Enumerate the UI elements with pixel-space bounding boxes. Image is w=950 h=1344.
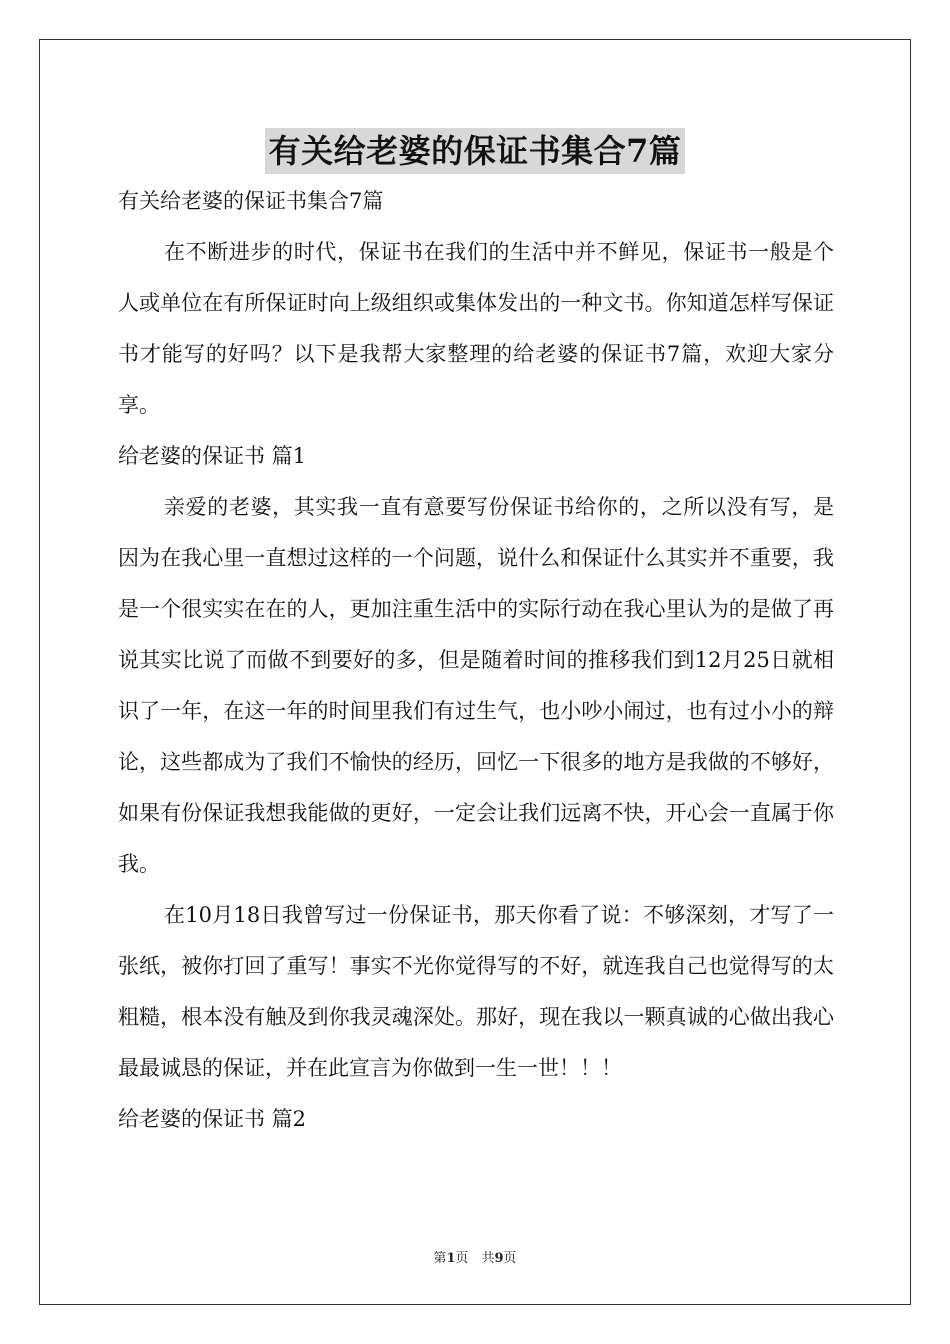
footer-prefix: 第 (433, 1251, 447, 1266)
footer-page-number: 1 (446, 1251, 456, 1266)
document-title-wrap (0, 128, 950, 174)
intro-paragraph: 在不断进步的时代，保证书在我们的生活中并不鲜见，保证书一般是个人或单位在有所保证时向上级组织或集体发出的一种文书。你知道怎样写保证书才能写的好吗？以下是我帮大家整理的给老婆的保证书7篇，欢迎大家分享。 (118, 240, 834, 417)
section-1-paragraph-1: 亲爱的老婆，其实我一直有意要写份保证书给你的，之所以没有写，是因为在我心里一直想过这样的一个问题，说什么和保证什么其实并不重要，我是一个很实实在在的人，更加注重生活中的实际行动在我心里认为的是做了再说其实比说了而做不到要好的多，但是随着时间的推移我们到12月25日就相识了一年，在这一年的时间里我们有过生气，也小吵小闹过，也有过小小的辩论，这些都成为了我们不愉快的经历，回忆一下很多的地方是我做的不够好，如果有份保证我想我能做的更好，一定会让我们远离不快，开心会一直属于你我。 (118, 495, 834, 876)
footer-suffix: 页 (503, 1251, 517, 1266)
section-1-paragraph-2: 在10月18日我曾写过一份保证书，那天你看了说：不够深刻，才写了一张纸，被你打回了重写！事实不光你觉得写的不好，就连我自己也觉得写的太粗糙，根本没有触及到你我灵魂深处。那好，现在我以一颗真诚的心做出我心最最诚恳的保证，并在此宣言为你做到一生一世！！！ (118, 903, 834, 1080)
document-body (118, 176, 834, 1145)
section-heading-1: 给老婆的保证书 篇1 (118, 444, 307, 468)
page-footer (0, 1247, 950, 1266)
footer-mid: 页 共 (455, 1251, 495, 1266)
intro-heading: 有关给老婆的保证书集合7篇 (118, 189, 384, 213)
footer-total-pages: 9 (494, 1251, 504, 1266)
document-title: 有关给老婆的保证书集合7篇 (265, 128, 686, 174)
section-heading-2: 给老婆的保证书 篇2 (118, 1107, 307, 1131)
